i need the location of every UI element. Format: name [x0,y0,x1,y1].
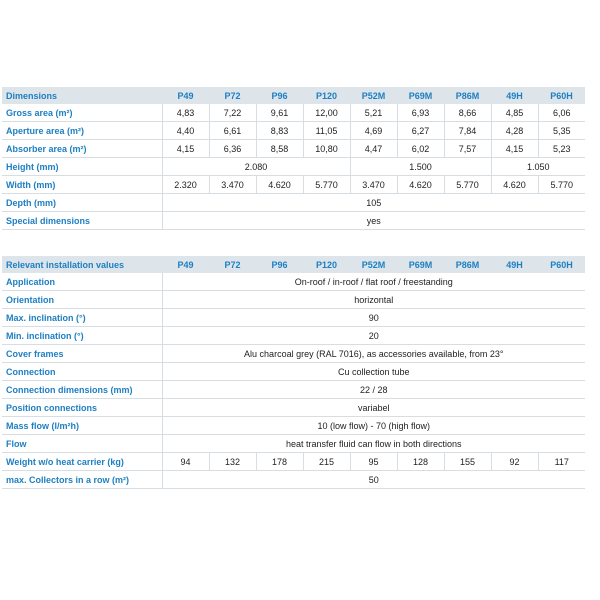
row-label: Absorber area (m²) [2,140,162,158]
column-header: P52M [350,256,397,273]
table-cell: 6,93 [397,104,444,122]
table-cell: 132 [209,453,256,471]
table-cell: 50 [162,471,585,489]
column-header: P120 [303,87,350,104]
table-cell: heat transfer fluid can flow in both directions [162,435,585,453]
table-cell: 117 [538,453,585,471]
table-cell: 2.080 [162,158,350,176]
table-cell: 94 [162,453,209,471]
column-header: P52M [350,87,397,104]
table-cell: 7,84 [444,122,491,140]
column-header: P96 [256,256,303,273]
table-cell: 92 [491,453,538,471]
row-label: Depth (mm) [2,194,162,212]
table-cell: 178 [256,453,303,471]
table-row [2,309,585,327]
table-cell: 95 [350,453,397,471]
column-header: P72 [209,256,256,273]
table-cell: horizontal [162,291,585,309]
table-cell: Alu charcoal grey (RAL 7016), as accessories available, from 23° [162,345,585,363]
table-cell: 8,58 [256,140,303,158]
table-cell: 20 [162,327,585,345]
table-row [2,417,585,435]
table-cell: 4.620 [397,176,444,194]
column-header: P69M [397,87,444,104]
table-row [2,435,585,453]
table-row [2,176,585,194]
table-cell: On-roof / in-roof / flat roof / freestanding [162,273,585,291]
row-label: Application [2,273,162,291]
table-cell: Cu collection tube [162,363,585,381]
table-cell: 5,21 [350,104,397,122]
column-header: P49 [162,256,209,273]
table-cell: 1.050 [491,158,585,176]
table-cell: 5.770 [444,176,491,194]
table-row [2,453,585,471]
table-cell: 4,47 [350,140,397,158]
section-title: Relevant installation values [2,256,162,273]
table-row [2,273,585,291]
table-row [2,345,585,363]
table-cell: yes [162,212,585,230]
table-row [2,381,585,399]
table-row [2,291,585,309]
table-cell: variabel [162,399,585,417]
row-label: Min. inclination (°) [2,327,162,345]
row-label: Flow [2,435,162,453]
table-row [2,194,585,212]
dimensions-table [2,87,585,230]
row-label: Connection [2,363,162,381]
table-cell: 6,61 [209,122,256,140]
table-cell: 4.620 [256,176,303,194]
table-cell: 3.470 [209,176,256,194]
table-cell: 1.500 [350,158,491,176]
column-header: 49H [491,256,538,273]
table-row [2,327,585,345]
table-cell: 11,05 [303,122,350,140]
column-header: P69M [397,256,444,273]
table-cell: 128 [397,453,444,471]
row-label: Orientation [2,291,162,309]
column-header: P96 [256,87,303,104]
table-header-row [2,256,585,273]
row-label: Aperture area (m²) [2,122,162,140]
table-cell: 8,83 [256,122,303,140]
table-row [2,363,585,381]
table-cell: 3.470 [350,176,397,194]
table-row [2,399,585,417]
table-cell: 5,35 [538,122,585,140]
table-cell: 9,61 [256,104,303,122]
table-cell: 2.320 [162,176,209,194]
table-cell: 4,83 [162,104,209,122]
column-header: P120 [303,256,350,273]
table-row [2,212,585,230]
table-cell: 7,57 [444,140,491,158]
table-cell: 155 [444,453,491,471]
row-label: Weight w/o heat carrier (kg) [2,453,162,471]
installation-values-table [2,256,585,489]
table-cell: 12,00 [303,104,350,122]
row-label: Gross area (m²) [2,104,162,122]
table-row [2,122,585,140]
row-label: Connection dimensions (mm) [2,381,162,399]
table-row [2,471,585,489]
table-cell: 5,23 [538,140,585,158]
table-cell: 4.620 [491,176,538,194]
table-cell: 4,15 [162,140,209,158]
table-cell: 4,15 [491,140,538,158]
table-cell: 5.770 [538,176,585,194]
table-cell: 215 [303,453,350,471]
column-header: P86M [444,256,491,273]
table-cell: 90 [162,309,585,327]
table-cell: 8,66 [444,104,491,122]
row-label: Width (mm) [2,176,162,194]
table-cell: 105 [162,194,585,212]
table-row [2,104,585,122]
column-header: 49H [491,87,538,104]
row-label: Height (mm) [2,158,162,176]
table-cell: 10,80 [303,140,350,158]
column-header: P72 [209,87,256,104]
table-cell: 10 (low flow) - 70 (high flow) [162,417,585,435]
table-row [2,140,585,158]
table-cell: 22 / 28 [162,381,585,399]
table-cell: 5.770 [303,176,350,194]
table-cell: 7,22 [209,104,256,122]
table-cell: 4,28 [491,122,538,140]
section-title: Dimensions [2,87,162,104]
table-cell: 4,85 [491,104,538,122]
table-row [2,158,585,176]
row-label: Position connections [2,399,162,417]
row-label: Mass flow (l/m²h) [2,417,162,435]
row-label: Cover frames [2,345,162,363]
table-cell: 6,02 [397,140,444,158]
table-cell: 4,69 [350,122,397,140]
column-header: P86M [444,87,491,104]
table-cell: 4,40 [162,122,209,140]
column-header: P60H [538,256,585,273]
row-label: Special dimensions [2,212,162,230]
table-cell: 6,06 [538,104,585,122]
table-header-row [2,87,585,104]
table-cell: 6,36 [209,140,256,158]
column-header: P60H [538,87,585,104]
column-header: P49 [162,87,209,104]
row-label: Max. inclination (°) [2,309,162,327]
table-cell: 6,27 [397,122,444,140]
row-label: max. Collectors in a row (m²) [2,471,162,489]
